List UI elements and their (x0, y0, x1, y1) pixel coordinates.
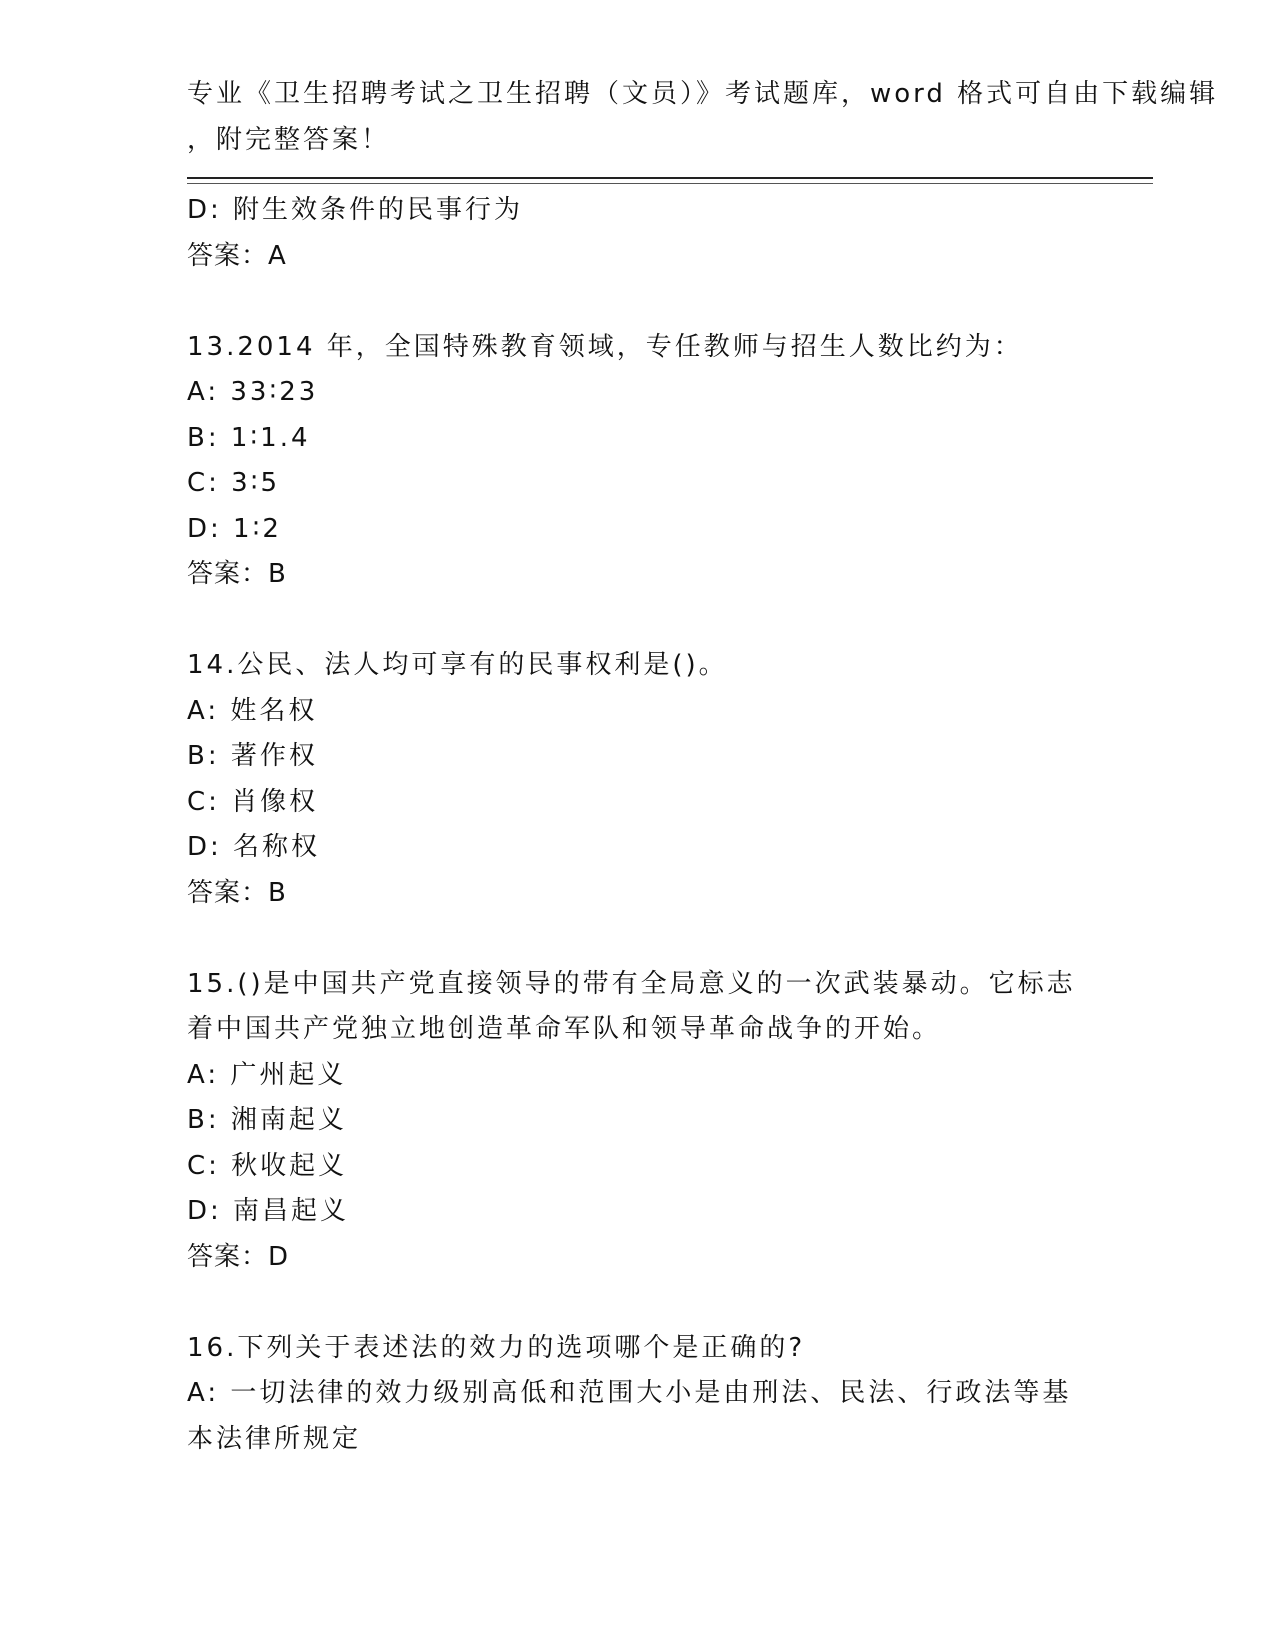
spacer (187, 1280, 1087, 1326)
answer-line: 答案：A (187, 240, 287, 271)
question-stem-continued: 着中国共产党独立地创造革命军队和领导革命战争的开始。 (187, 1014, 942, 1044)
option-a: A: 一切法律的效力级别高低和范围大小是由刑法、民法、行政法等基 (187, 1378, 1072, 1408)
question-15 (187, 962, 1087, 1281)
question-stem: 15.()是中国共产党直接领导的带有全局意义的一次武装暴动。它标志 (187, 968, 1076, 999)
question-14 (187, 643, 1087, 916)
answer-line: 答案：D (187, 1241, 290, 1272)
option-b: B: 著作权 (187, 741, 318, 771)
document-header (187, 72, 1219, 163)
option-d: D: 附生效条件的民事行为 (187, 195, 524, 225)
option-a-continued: 本法律所规定 (187, 1423, 362, 1454)
option-c: C: 肖像权 (187, 786, 319, 817)
option-a: A: 广州起义 (187, 1059, 347, 1090)
spacer (187, 279, 1087, 325)
header-line-2: ，附完整答案！ (187, 124, 391, 155)
option-b: B: 湘南起义 (187, 1105, 347, 1135)
option-d: D: 南昌起义 (187, 1196, 350, 1226)
spacer (187, 598, 1087, 644)
option-d: D: 1∶2 (187, 513, 282, 544)
question-stem: 14.公民、法人均可享有的民事权利是()。 (187, 650, 728, 680)
option-a: A: 33∶23 (187, 377, 319, 407)
answer-line: 答案：B (187, 559, 287, 589)
header-divider-thick (187, 177, 1153, 179)
answer-line: 答案：B (187, 877, 287, 908)
option-d: D: 名称权 (187, 832, 321, 862)
spacer (187, 916, 1087, 962)
option-c: C: 秋收起义 (187, 1150, 348, 1181)
question-stem: 13.2014 年，全国特殊教育领域，专任教师与招生人数比约为： (187, 331, 1023, 362)
question-list (187, 188, 1087, 1462)
option-b: B: 1∶1.4 (187, 422, 311, 453)
question-stem: 16.下列关于表述法的效力的选项哪个是正确的? (187, 1332, 806, 1363)
option-a: A: 姓名权 (187, 695, 318, 726)
question-16 (187, 1326, 1087, 1463)
option-c: C: 3∶5 (187, 468, 281, 498)
header-divider-thin (187, 183, 1153, 184)
header-line-1: 专业《卫生招聘考试之卫生招聘（文员）》考试题库，word 格式可自由下载编辑 (187, 79, 1219, 109)
question-13 (187, 325, 1087, 598)
